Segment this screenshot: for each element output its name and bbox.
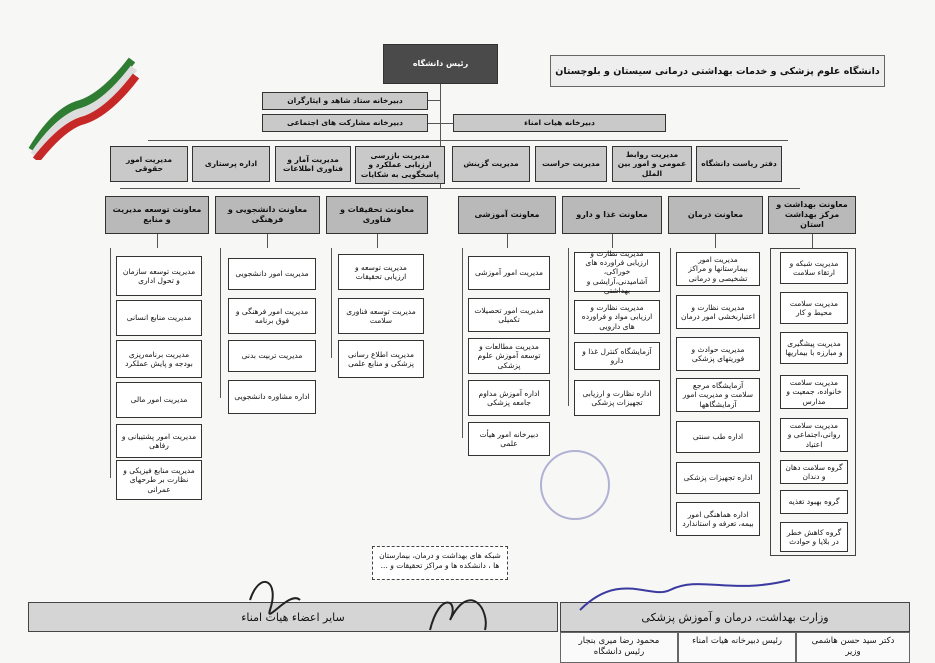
unit-box: گروه کاهش خطر در بلایا و حوادث: [780, 522, 848, 552]
unit-box: مدیریت سلامت خانواده، جمعیت و مدارس: [780, 375, 848, 409]
directorate-box: مدیریت روابط عمومی و امور بین الملل: [612, 146, 692, 182]
unit-box: مدیریت نظارت و اعتباربخشی امور درمان: [676, 295, 760, 329]
unit-box: مدیریت برنامه‌ریزی بودجه و پایش عملکرد: [116, 340, 202, 378]
social-participation-office: دبیرخانه مشارکت های اجتماعی: [262, 114, 428, 132]
president-title: رئیس دانشگاه: [593, 647, 645, 658]
flag-icon: [22, 55, 142, 160]
unit-box: مدیریت تربیت بدنی: [228, 340, 316, 372]
stamp-icon: [540, 450, 610, 520]
directorate-box: مدیریت حراست: [535, 146, 607, 182]
unit-box: اداره آموزش مداوم جامعه پزشکی: [468, 380, 550, 416]
vice-chancellor-health: معاونت بهداشت و مرکز بهداشت استان: [768, 196, 856, 234]
unit-box: مدیریت امور تحصیلات تکمیلی: [468, 298, 550, 332]
unit-box: مدیریت شبکه و ارتقاء سلامت: [780, 252, 848, 284]
board-secretary-signature: [678, 632, 796, 663]
unit-box: مدیریت منابع فیزیکی و نظارت بر طرحهای عمرانی: [116, 460, 202, 500]
unit-box: مدیریت امور پشتیبانی و رفاهی: [116, 424, 202, 458]
president-box: رئیس دانشگاه: [383, 44, 498, 84]
unit-box: گروه سلامت دهان و دندان: [780, 460, 848, 484]
signature-icon: [560, 560, 810, 620]
unit-box: دبیرخانه امور هیأت علمی: [468, 422, 550, 456]
unit-box: مدیریت حوادث و فوریتهای پزشکی: [676, 337, 760, 371]
unit-box: مدیریت سلامت روانی،اجتماعی و اعتیاد: [780, 418, 848, 452]
unit-box: گروه بهبود تغذیه: [780, 490, 848, 514]
president-signature: [560, 632, 678, 663]
unit-box: مدیریت نظارت و ارزیابی مواد و فراورده های دارویی: [574, 300, 660, 334]
unit-box: اداره هماهنگی امور بیمه، تعرفه و استاندارد: [676, 502, 760, 536]
unit-box: مدیریت نظارت و ارزیابی فراورده های خوراکی، آشامیدنی،آرایشی و بهداشتی: [574, 252, 660, 292]
unit-box: مدیریت توسعه فناوری سلامت: [338, 298, 424, 334]
vice-chancellor-food-drug: معاونت غذا و دارو: [562, 196, 662, 234]
unit-box: مدیریت امور دانشجویی: [228, 258, 316, 290]
unit-box: مدیریت پیشگیری و مبارزه با بیماریها: [780, 332, 848, 364]
unit-box: مدیریت امور بیمارستانها و مراکز تشخیصی و درمانی: [676, 252, 760, 286]
unit-box: مدیریت منابع انسانی: [116, 300, 202, 336]
unit-box: مدیریت امور فرهنگی و فوق برنامه: [228, 298, 316, 334]
directorate-box: دفتر ریاست دانشگاه: [696, 146, 782, 182]
signature-icon: [240, 560, 540, 640]
president-name: محمود رضا میری بنجار: [578, 636, 660, 646]
vice-chancellor-management: معاونت توسعه مدیریت و منابع: [105, 196, 209, 234]
unit-box: مدیریت اطلاع رسانی پزشکی و منابع علمی: [338, 340, 424, 378]
directorate-box: اداره پرستاری: [192, 146, 270, 182]
unit-box: آزمایشگاه کنترل غذا و دارو: [574, 342, 660, 370]
board-secretary-title: رئیس دبیرخانه هیات امناء: [692, 636, 782, 646]
minister-title: وزیر: [845, 647, 861, 658]
board-members-bar: سایر اعضاء هیات امناء: [28, 602, 558, 632]
university-title: دانشگاه علوم پزشکی و خدمات بهداشتی درمانی سیستان و بلوچستان: [550, 55, 885, 87]
vice-chancellor-treatment: معاونت درمان: [668, 196, 763, 234]
vice-chancellor-student: معاونت دانشجویی و فرهنگی: [215, 196, 320, 234]
shahed-office: دبیرخانه ستاد شاهد و ایثارگران: [262, 92, 428, 110]
unit-box: اداره مشاوره دانشجویی: [228, 380, 316, 414]
ministry-bar: وزارت بهداشت، درمان و آموزش پزشکی: [560, 602, 910, 632]
vice-chancellor-education: معاونت آموزشی: [458, 196, 556, 234]
minister-name: دکتر سید حسن هاشمی: [811, 636, 895, 646]
vice-chancellor-research: معاونت تحقیقات و فناوری: [326, 196, 428, 234]
unit-box: مدیریت توسعه و ارزیابی تحقیقات: [338, 254, 424, 290]
directorate-box: مدیریت گزینش: [452, 146, 530, 182]
board-secretariat-office: دبیرخانه هیات امناء: [453, 114, 666, 132]
unit-box: مدیریت امور مالی: [116, 382, 202, 418]
unit-box: مدیریت امور آموزشی: [468, 256, 550, 290]
minister-signature: [796, 632, 910, 663]
directorate-box: مدیریت بازرسی ارزیابی عملکرد و پاسخگویی به شکایات: [355, 146, 445, 184]
directorate-box: مدیریت امور حقوقی: [110, 146, 188, 182]
unit-box: اداره نظارت و ارزیابی تجهیزات پزشکی: [574, 380, 660, 416]
directorate-box: مدیریت آمار و فناوری اطلاعات: [275, 146, 351, 182]
unit-box: آزمایشگاه مرجع سلامت و مدیریت امور آزمایشگاهها: [676, 378, 760, 412]
network-note: شبکه های بهداشت و درمان، بیمارستان ها ، دانشکده ها و مراکز تحقیقات و ...: [372, 546, 508, 580]
unit-box: اداره تجهیزات پزشکی: [676, 462, 760, 494]
unit-box: مدیریت توسعه سازمان و تحول اداری: [116, 256, 202, 296]
unit-box: مدیریت سلامت محیط و کار: [780, 292, 848, 324]
unit-box: مدیریت مطالعات و توسعه آموزش علوم پزشکی: [468, 338, 550, 374]
unit-box: اداره طب سنتی: [676, 421, 760, 453]
